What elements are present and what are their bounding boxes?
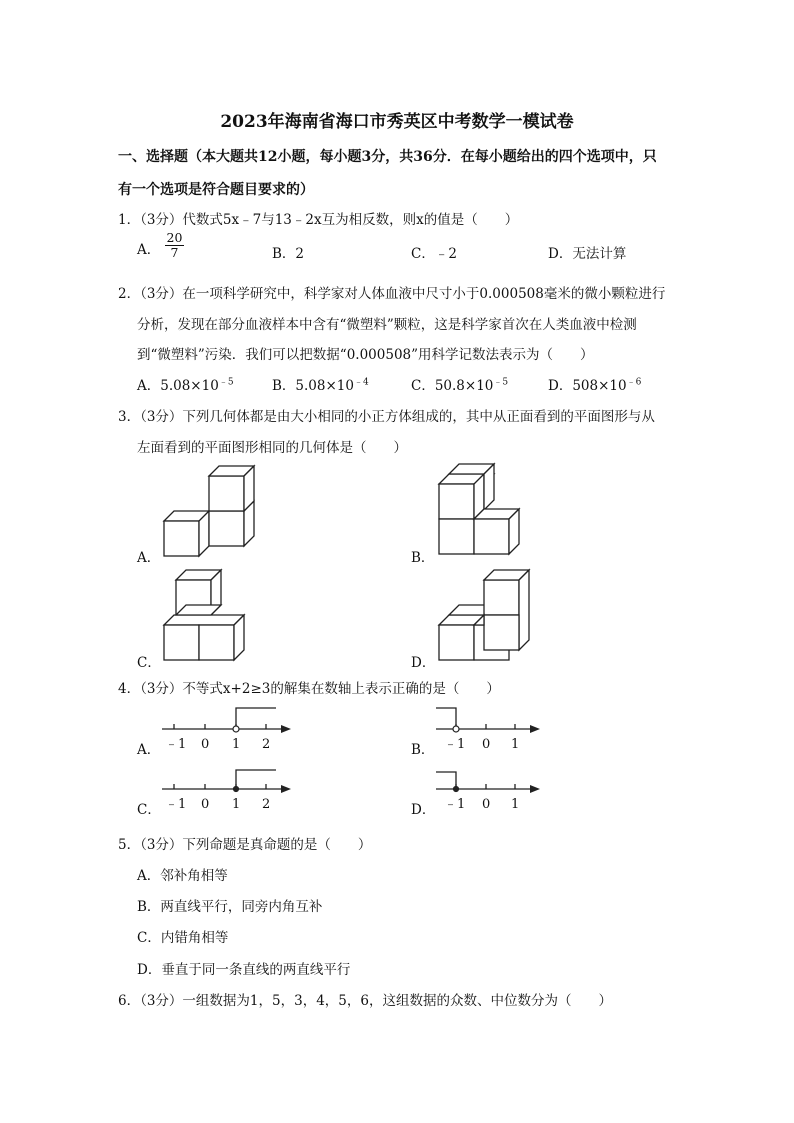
open-point bbox=[453, 726, 459, 732]
question-3-line2: 左面看到的平面图形相同的几何体是（ ） bbox=[137, 440, 407, 456]
arrow-head bbox=[281, 785, 291, 793]
q4-option-b-label: B． bbox=[411, 742, 435, 758]
solution-ray bbox=[236, 770, 276, 789]
q5-option-d: D．垂直于同一条直线的两直线平行 bbox=[137, 962, 351, 978]
q1-option-d: D．无法计算 bbox=[548, 246, 627, 262]
tick-label: 0 bbox=[201, 737, 210, 752]
tick-label: ﹣1 bbox=[444, 797, 466, 812]
section-heading-line1: 一、选择题（本大题共12小题，每小题3分，共36分．在每小题给出的四个选项中，只 bbox=[118, 149, 657, 165]
tick-label: ﹣1 bbox=[165, 797, 187, 812]
tick-label: 2 bbox=[262, 797, 271, 812]
q4-option-c-label: C． bbox=[137, 802, 161, 818]
tick-label: 0 bbox=[482, 797, 491, 812]
q2-option-d bbox=[548, 374, 641, 394]
q2-option-a-base: A．5.08×10 bbox=[137, 378, 219, 394]
q2-option-d-base: D．508×10 bbox=[548, 378, 627, 394]
q4-number-line-d bbox=[434, 760, 544, 815]
q4-number-line-a bbox=[160, 700, 295, 755]
tick-label: 1 bbox=[511, 797, 520, 812]
q5-option-b: B．两直线平行，同旁内角互补 bbox=[137, 899, 323, 915]
q2-option-a-exponent: ﹣5 bbox=[218, 377, 234, 388]
tick-label: 0 bbox=[201, 797, 210, 812]
q2-option-c bbox=[411, 374, 508, 394]
q3-solid-b bbox=[434, 460, 529, 562]
q4-option-d-label: D． bbox=[411, 802, 436, 818]
tick-label: 1 bbox=[511, 737, 520, 752]
q1-a-numerator: 20 bbox=[166, 230, 183, 245]
q1-option-a-fraction bbox=[165, 231, 185, 260]
q3-solid-a bbox=[160, 462, 265, 562]
solution-ray bbox=[436, 772, 456, 789]
q4-number-line-c bbox=[160, 760, 295, 815]
question-1-text: 1．（3分）代数式5x﹣7与13﹣2x互为相反数，则x的值是（ ） bbox=[118, 212, 519, 228]
q1-option-a bbox=[137, 230, 184, 260]
q3-option-b-label: B． bbox=[411, 550, 435, 566]
question-3-line1: 3．（3分）下列几何体都是由大小相同的小正方体组成的，其中从正面看到的平面图形与从 bbox=[118, 409, 655, 425]
q3-option-c-label: C． bbox=[137, 655, 161, 671]
solution-ray bbox=[436, 708, 456, 729]
q1-a-denominator: 7 bbox=[170, 245, 179, 260]
q3-option-a-label: A． bbox=[137, 550, 161, 566]
q5-option-a: A．邻补角相等 bbox=[137, 868, 228, 884]
question-4-text: 4．（3分）不等式x+2≥3的解集在数轴上表示正确的是（ ） bbox=[118, 681, 500, 697]
open-point bbox=[233, 726, 239, 732]
question-5-text: 5．（3分）下列命题是真命题的是（ ） bbox=[118, 837, 372, 853]
tick-label: 1 bbox=[232, 737, 241, 752]
solution-ray bbox=[236, 708, 276, 729]
q5-option-c: C．内错角相等 bbox=[137, 930, 229, 946]
q3-option-d-label: D． bbox=[411, 655, 436, 671]
arrow-head bbox=[281, 725, 291, 733]
tick-label: 2 bbox=[262, 737, 271, 752]
q1-option-b: B．2 bbox=[272, 246, 305, 262]
q4-number-line-b bbox=[434, 700, 544, 755]
question-2-line1: 2．（3分）在一项科学研究中，科学家对人体血液中尺寸小于0.000508毫米的微小颗粒进行 bbox=[118, 286, 666, 302]
tick-label: ﹣1 bbox=[165, 737, 187, 752]
q2-option-d-exponent: ﹣6 bbox=[626, 377, 642, 388]
q2-option-b bbox=[272, 374, 369, 394]
q1-option-c: C．﹣2 bbox=[411, 246, 457, 262]
arrow-head bbox=[530, 725, 540, 733]
question-6-text: 6．（3分）一组数据为1，5，3，4，5，6，这组数据的众数、中位数分为（ ） bbox=[118, 993, 612, 1009]
question-2-line2: 分析，发现在部分血液样本中含有“微塑料”颗粒，这是科学家首次在人类血液中检测 bbox=[137, 317, 637, 333]
page-title: 2023年海南省海口市秀英区中考数学一模试卷 bbox=[220, 112, 574, 132]
closed-point bbox=[233, 786, 238, 791]
arrow-head bbox=[530, 785, 540, 793]
tick-label: 0 bbox=[482, 737, 491, 752]
q2-option-a bbox=[137, 374, 234, 394]
q2-option-b-base: B．5.08×10 bbox=[272, 378, 354, 394]
q3-solid-d bbox=[434, 566, 534, 666]
tick-label: ﹣1 bbox=[444, 737, 466, 752]
q4-option-a-label: A． bbox=[137, 742, 161, 758]
q2-option-c-exponent: ﹣5 bbox=[493, 377, 509, 388]
closed-point bbox=[453, 786, 458, 791]
q2-option-b-exponent: ﹣4 bbox=[353, 377, 369, 388]
section-heading-line2: 有一个选项是符合题目要求的） bbox=[118, 182, 314, 198]
q3-solid-c bbox=[160, 566, 255, 666]
question-2-line3: 到“微塑料”污染．我们可以把数据“0.000508”用科学记数法表示为（ ） bbox=[137, 347, 594, 363]
q2-option-c-base: C．50.8×10 bbox=[411, 378, 494, 394]
q1-option-a-label: A． bbox=[137, 242, 161, 258]
tick-label: 1 bbox=[232, 797, 241, 812]
